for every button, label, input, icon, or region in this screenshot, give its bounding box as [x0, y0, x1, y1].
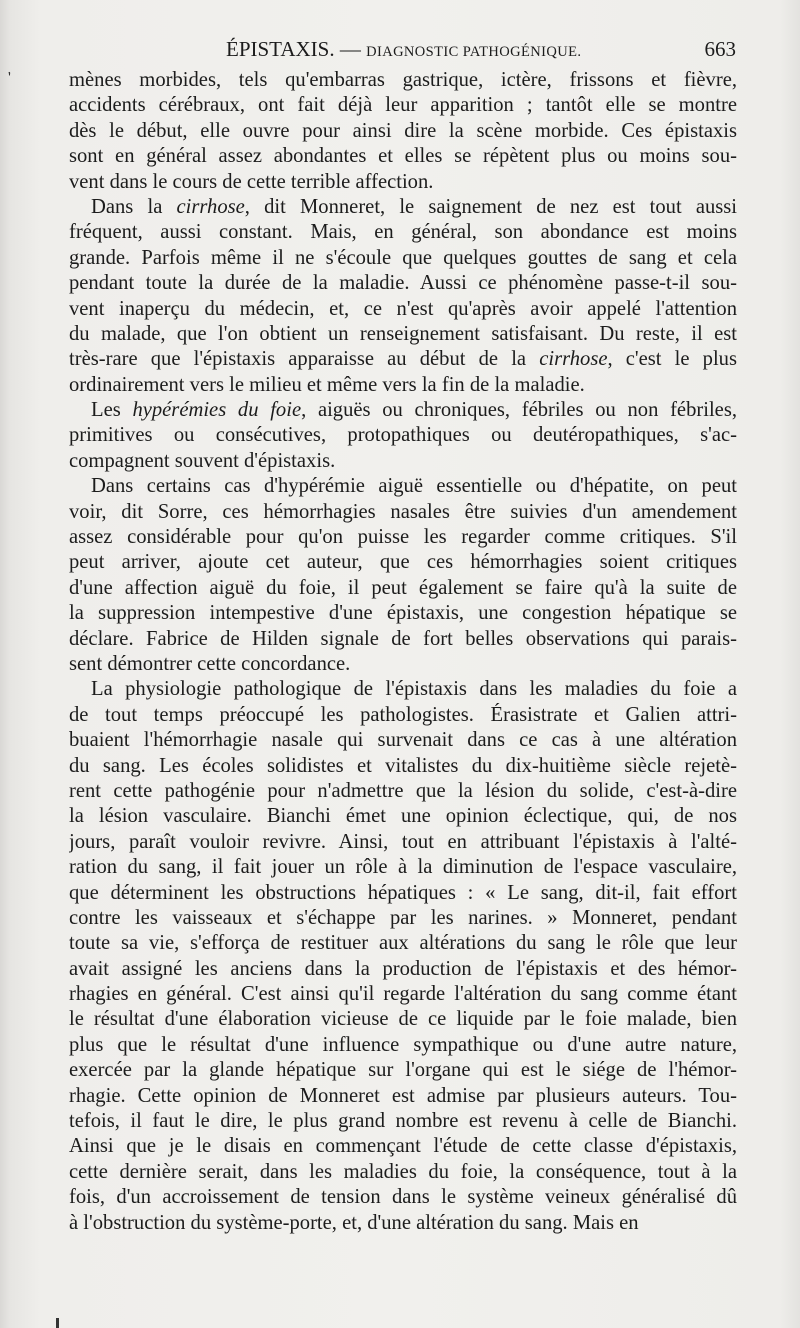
- text-line: vent dans le cours de cette terrible affection.: [69, 170, 434, 193]
- running-title-sub: DIAGNOSTIC PATHOGÉNIQUE.: [366, 44, 582, 60]
- text-line: peut arriver, ajoute cet auteur, que ces hémorrhagies soient critiques: [69, 551, 737, 574]
- text-line: Ainsi que je le disais en commençant l'étude de cette classe d'épistaxis,: [69, 1135, 737, 1158]
- text-line: la suppression intempestive d'une épistaxis, une congestion hépatique se: [69, 602, 737, 625]
- text-line: La physiologie pathologique de l'épistaxis dans les maladies du foie a: [91, 678, 737, 701]
- text-line: buaient l'hémorrhagie nasale qui survenait dans ce cas à une altération: [69, 729, 737, 752]
- text-line: compagnent souvent d'épistaxis.: [69, 449, 336, 472]
- text-line: voir, dit Sorre, ces hémorrhagies nasales être suivies d'un amendement: [69, 500, 737, 523]
- text-line: accidents cérébraux, ont fait déjà leur apparition ; tantôt elle se montre: [69, 94, 737, 117]
- text-line: mènes morbides, tels qu'embarras gastrique, ictère, frissons et fièvre,: [69, 69, 737, 91]
- text-line: sent démontrer cette concordance.: [69, 652, 351, 675]
- text-line: d'une affection aiguë du foie, il peut également se faire qu'à la suite de: [69, 576, 737, 599]
- running-title: [226, 35, 581, 66]
- text-line: le résultat d'une élaboration vicieuse de ce liquide par le foie malade, bien: [69, 1008, 737, 1031]
- text-line: vent inaperçu du médecin, et, ce n'est qu'après avoir appelé l'attention: [69, 297, 737, 320]
- text-line: cette dernière serait, dans les maladies du foie, la conséquence, tout à la: [69, 1160, 737, 1183]
- text-line: jours, paraît vouloir revivre. Ainsi, tout en attribuant l'épistaxis à l'alté-: [69, 830, 737, 853]
- text-line: déclare. Fabrice de Hilden signale de fort belles observations qui parais-: [69, 627, 737, 650]
- text-line: pendant toute la durée de la maladie. Aussi ce phénomène passe-t-il sou-: [69, 272, 737, 295]
- paragraph: [69, 68, 737, 195]
- text-line: sont en général assez abondantes et elles se répètent plus ou moins sou-: [69, 145, 737, 168]
- paragraph: [69, 677, 737, 1236]
- paragraph: [69, 398, 737, 474]
- paragraph: [69, 195, 737, 398]
- text-line: ration du sang, il fait jouer un rôle à la diminution de l'espace vasculaire,: [69, 856, 737, 879]
- text-line: avait assigné les anciens dans la production de l'épistaxis et des hémor-: [69, 957, 737, 980]
- running-header: [70, 35, 736, 63]
- text-line: Les hypérémies du foie, aiguës ou chroniques, fébriles ou non fébriles,: [91, 399, 737, 422]
- text-line: Dans certains cas d'hypérémie aiguë essentielle ou d'hépatite, on peut: [91, 475, 737, 498]
- page-number: 663: [704, 37, 736, 61]
- text-line: très-rare que l'épistaxis apparaisse au début de la cirrhose, c'est le plus: [69, 348, 737, 371]
- text-line: rhagies en général. C'est ainsi qu'il regarde l'altération du sang comme étant: [69, 983, 737, 1006]
- text-line: rhagie. Cette opinion de Monneret est admise par plusieurs auteurs. Tou-: [69, 1084, 737, 1107]
- text-line: assez considérable pour qu'on puisse les regarder comme critiques. S'il: [69, 526, 737, 549]
- margin-mark: ,: [3, 61, 14, 79]
- text-line: rent cette pathogénie pour n'admettre que la lésion du solide, c'est-à-dire: [69, 779, 737, 802]
- text-line: primitives ou consécutives, protopathiques ou deutéropathiques, s'ac-: [69, 424, 737, 447]
- text-line: Dans la cirrhose, dit Monneret, le saignement de nez est tout aussi: [91, 195, 737, 218]
- running-title-main: ÉPISTAXIS. —: [226, 37, 367, 61]
- text-line: fréquent, aussi constant. Mais, en général, son abondance est moins: [69, 221, 737, 244]
- text-line: la lésion vasculaire. Bianchi émet une opinion éclectique, qui, de nos: [69, 805, 737, 828]
- text-line: contre les vaisseaux et s'échappe par les narines. » Monneret, pendant: [69, 906, 737, 929]
- text-line: fois, d'un accroissement de tension dans le système veineux généralisé dû: [69, 1186, 737, 1209]
- text-line: dès le début, elle ouvre pour ainsi dire la scène morbide. Ces épistaxis: [69, 119, 737, 142]
- text-line: toute sa vie, s'efforça de restituer aux altérations du sang le rôle que leur: [69, 932, 737, 955]
- paragraph: [69, 474, 737, 677]
- text-line: du malade, que l'on obtient un renseignement satisfaisant. Du reste, il est: [69, 322, 737, 345]
- text-line: à l'obstruction du système-porte, et, d'une altération du sang. Mais en: [69, 1211, 639, 1234]
- text-line: exercée par la glande hépatique sur l'organe qui est le siége de l'hémor-: [69, 1059, 737, 1082]
- text-line: de tout temps préoccupé les pathologistes. Érasistrate et Galien attri-: [69, 703, 737, 726]
- text-line: que déterminent les obstructions hépatiques : « Le sang, dit-il, fait effort: [69, 881, 737, 904]
- text-line: grande. Parfois même il ne s'écoule que quelques gouttes de sang et cela: [69, 246, 737, 269]
- text-line: tefois, il faut le dire, le plus grand nombre est revenu à celle de Bianchi.: [69, 1110, 737, 1133]
- body-text: [69, 68, 737, 1236]
- text-line: plus que le résultat d'une influence sympathique ou d'une autre nature,: [69, 1033, 737, 1056]
- text-line: du sang. Les écoles solidistes et vitalistes du dix-huitième siècle rejetè-: [69, 754, 737, 777]
- text-line: ordinairement vers le milieu et même vers la fin de la maladie.: [69, 373, 585, 396]
- margin-mark-bottom: [56, 1318, 59, 1328]
